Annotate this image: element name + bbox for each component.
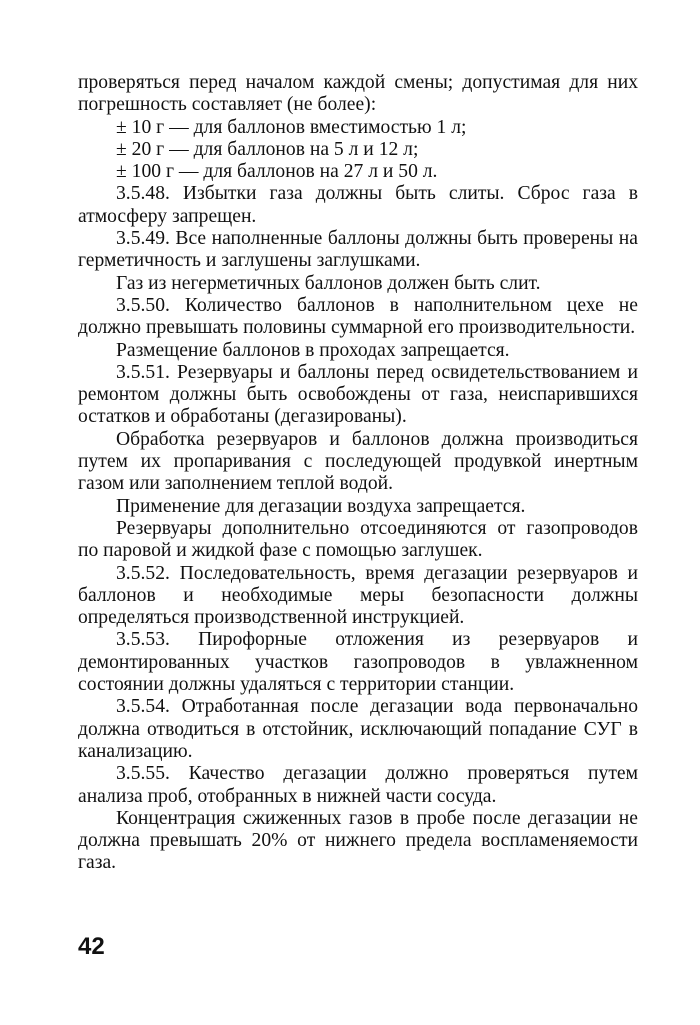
tolerance-line: ± 100 г — для баллонов на 27 л и 50 л. <box>116 161 438 183</box>
clause-3-5-55: 3.5.55. Качество дегазации должно проверяться путем анализа проб, отобранных в нижней части сосуда. <box>78 763 638 807</box>
paragraph: Обработка резервуаров и баллонов должна производиться путем их пропаривания с последующей продувкой инертным газом или заполнением теплой водой. <box>78 428 638 495</box>
paragraph: Газ из негерметичных баллонов должен быть слит. <box>116 272 541 294</box>
tolerance-line: ± 10 г — для баллонов вместимостью 1 л; <box>116 116 467 138</box>
continuation-paragraph: проверяться перед началом каждой смены; допустимая для них погрешность составляет (не более): <box>78 72 638 116</box>
page-number: 42 <box>78 933 105 960</box>
page-body <box>78 72 638 875</box>
clause-3-5-51: 3.5.51. Резервуары и баллоны перед освидетельствованием и ремонтом должны быть освобождены от газа, неиспарившихся остатков и обработаны (дегазированы). <box>78 361 638 428</box>
clause-3-5-48: 3.5.48. Избытки газа должны быть слиты. Сброс газа в атмосферу запрещен. <box>78 183 638 227</box>
paragraph: Применение для дегазации воздуха запрещается. <box>116 495 526 517</box>
paragraph: Резервуары дополнительно отсоединяются от газопроводов по паровой и жидкой фазе с помощью заглушек. <box>78 517 638 562</box>
clause-3-5-52: 3.5.52. Последовательность, время дегазации резервуаров и баллонов и необходимые меры безопасности должны определяться производственной инструкцией. <box>78 562 638 629</box>
clause-3-5-49: 3.5.49. Все наполненные баллоны должны быть проверены на герметичность и заглушены заглушками. <box>78 228 638 272</box>
paragraph: Концентрация сжиженных газов в пробе после дегазации не должна превышать 20% от нижнего предела воспламеняемости газа. <box>78 807 638 874</box>
tolerance-line: ± 20 г — для баллонов на 5 л и 12 л; <box>116 138 419 160</box>
paragraph: Размещение баллонов в проходах запрещается. <box>116 339 510 361</box>
clause-3-5-50: 3.5.50. Количество баллонов в наполнительном цехе не должно превышать половины суммарной его производительности. <box>78 294 638 339</box>
clause-3-5-54: 3.5.54. Отработанная после дегазации вода первоначально должна отводиться в отстойник, исключающий попадание СУГ в канализацию. <box>78 696 638 762</box>
clause-3-5-53: 3.5.53. Пирофорные отложения из резервуаров и демонтированных участков газопроводов в увлажненном состоянии должны удаляться с территории станции. <box>78 629 638 696</box>
